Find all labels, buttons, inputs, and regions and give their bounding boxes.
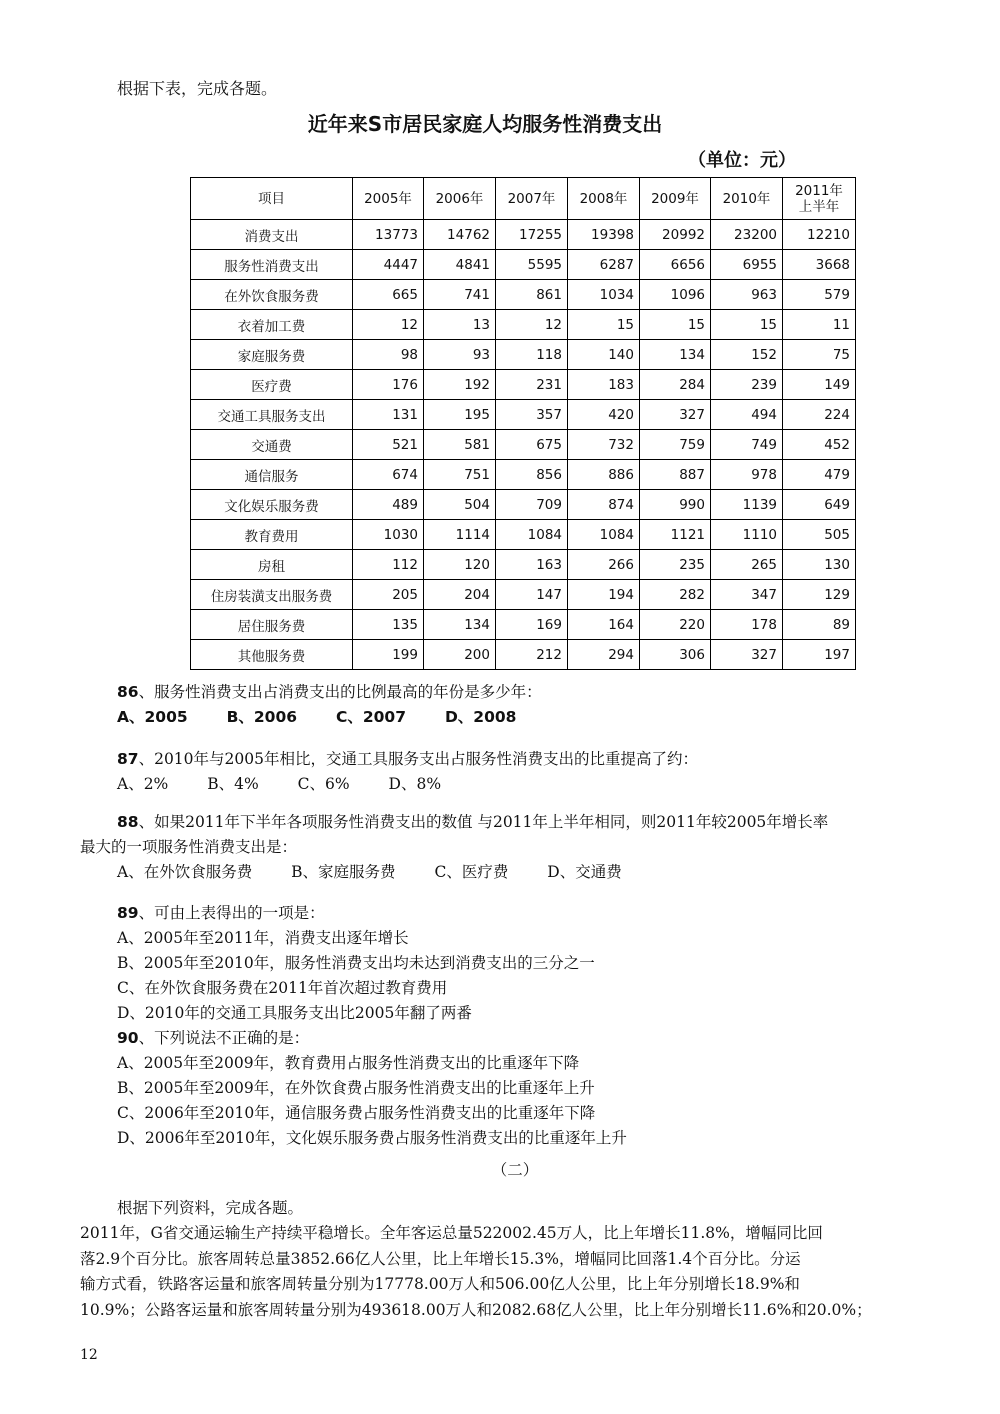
value-cell: 1121 [640, 520, 711, 550]
value-cell: 489 [353, 490, 424, 520]
question-90 [117, 1026, 627, 1151]
row-label-cell: 交通费 [191, 430, 353, 460]
value-cell: 420 [568, 400, 640, 430]
value-cell: 1139 [711, 490, 783, 520]
value-cell: 521 [353, 430, 424, 460]
row-label-cell: 房租 [191, 550, 353, 580]
page-number: 12 [80, 1347, 98, 1363]
value-cell: 6287 [568, 250, 640, 280]
table-row [191, 370, 856, 400]
table-row [191, 490, 856, 520]
value-cell: 220 [640, 610, 711, 640]
value-cell: 15 [568, 310, 640, 340]
value-cell: 164 [568, 610, 640, 640]
value-cell: 15 [711, 310, 783, 340]
question-number: 88 [117, 813, 139, 831]
row-label-cell: 居住服务费 [191, 610, 353, 640]
row-label-cell: 家庭服务费 [191, 340, 353, 370]
table-row [191, 250, 856, 280]
option-b: B、4% [207, 775, 259, 793]
value-cell: 294 [568, 640, 640, 670]
header-2008: 2008年 [568, 178, 640, 220]
value-cell: 1084 [496, 520, 568, 550]
value-cell: 856 [496, 460, 568, 490]
value-cell: 886 [568, 460, 640, 490]
value-cell: 147 [496, 580, 568, 610]
question-text: 、如果2011年下半年各项服务性消费支出的数值 与2011年上半年相同，则2011年较2005年增长率 [138, 813, 829, 831]
value-cell: 1110 [711, 520, 783, 550]
header-2007: 2007年 [496, 178, 568, 220]
table-row [191, 280, 856, 310]
paragraph-line: 输方式看，铁路客运量和旅客周转量分别为17778.00万人和506.00亿人公里，比上年分别增长18.9%和 [80, 1275, 800, 1293]
value-cell: 89 [783, 610, 856, 640]
option-c: C、6% [297, 775, 350, 793]
value-cell: 194 [568, 580, 640, 610]
value-cell: 1084 [568, 520, 640, 550]
option-b: B、2005年至2009年，在外饮食费占服务性消费支出的比重逐年上升 [117, 1079, 595, 1097]
value-cell: 505 [783, 520, 856, 550]
intro-text-2: 根据下列资料，完成各题。 [117, 1199, 304, 1217]
value-cell: 135 [353, 610, 424, 640]
value-cell: 17255 [496, 220, 568, 250]
value-cell: 192 [424, 370, 496, 400]
value-cell: 178 [711, 610, 783, 640]
value-cell: 282 [640, 580, 711, 610]
option-a: A、2005年至2011年，消费支出逐年增长 [117, 929, 409, 947]
row-label-cell: 衣着加工费 [191, 310, 353, 340]
table-row [191, 220, 856, 250]
table-body [191, 220, 856, 670]
value-cell: 205 [353, 580, 424, 610]
table-row [191, 550, 856, 580]
value-cell: 15 [640, 310, 711, 340]
row-label-cell: 住房装潢支出服务费 [191, 580, 353, 610]
question-options [117, 772, 698, 797]
question-options [117, 705, 550, 730]
value-cell: 13 [424, 310, 496, 340]
header-item: 项目 [191, 178, 353, 220]
expenditure-table [190, 177, 856, 670]
value-cell: 452 [783, 430, 856, 460]
value-cell: 163 [496, 550, 568, 580]
table-row [191, 430, 856, 460]
option-c: C、医疗费 [434, 863, 509, 881]
unit-label: （单位：元） [688, 150, 796, 171]
header-2005: 2005年 [353, 178, 424, 220]
value-cell: 23200 [711, 220, 783, 250]
value-cell: 195 [424, 400, 496, 430]
value-cell: 13773 [353, 220, 424, 250]
header-2011-h1 [783, 178, 856, 220]
value-cell: 751 [424, 460, 496, 490]
table-row [191, 460, 856, 490]
question-number: 86 [117, 683, 139, 701]
question-number: 89 [117, 904, 139, 922]
value-cell: 265 [711, 550, 783, 580]
option-b: B、家庭服务费 [291, 863, 396, 881]
table-row [191, 520, 856, 550]
value-cell: 990 [640, 490, 711, 520]
intro-text: 根据下表，完成各题。 [117, 79, 278, 98]
value-cell: 887 [640, 460, 711, 490]
value-cell: 212 [496, 640, 568, 670]
option-d: D、2008 [444, 708, 517, 726]
value-cell: 12210 [783, 220, 856, 250]
header-2006: 2006年 [424, 178, 496, 220]
row-label-cell: 消费支出 [191, 220, 353, 250]
question-text: 、可由上表得出的一项是： [138, 904, 325, 922]
value-cell: 231 [496, 370, 568, 400]
value-cell: 149 [783, 370, 856, 400]
value-cell: 1096 [640, 280, 711, 310]
option-d: D、2006年至2010年，文化娱乐服务费占服务性消费支出的比重逐年上升 [117, 1129, 627, 1147]
value-cell: 224 [783, 400, 856, 430]
table-header-row [191, 178, 856, 220]
table-row [191, 580, 856, 610]
row-label-cell: 医疗费 [191, 370, 353, 400]
value-cell: 3668 [783, 250, 856, 280]
value-cell: 130 [783, 550, 856, 580]
value-cell: 741 [424, 280, 496, 310]
question-text: 、2010年与2005年相比，交通工具服务支出占服务性消费支出的比重提高了约： [138, 750, 698, 768]
table-title: 近年来S市居民家庭人均服务性消费支出 [307, 112, 663, 136]
option-d: D、交通费 [547, 863, 622, 881]
value-cell: 19398 [568, 220, 640, 250]
value-cell: 200 [424, 640, 496, 670]
value-cell: 1030 [353, 520, 424, 550]
row-label-cell: 交通工具服务支出 [191, 400, 353, 430]
value-cell: 239 [711, 370, 783, 400]
data-paragraph [80, 1221, 940, 1323]
row-label-cell: 在外饮食服务费 [191, 280, 353, 310]
value-cell: 759 [640, 430, 711, 460]
value-cell: 665 [353, 280, 424, 310]
question-number: 87 [117, 750, 139, 768]
value-cell: 176 [353, 370, 424, 400]
value-cell: 649 [783, 490, 856, 520]
value-cell: 6656 [640, 250, 711, 280]
value-cell: 14762 [424, 220, 496, 250]
option-d: D、2010年的交通工具服务支出比2005年翻了两番 [117, 1004, 472, 1022]
question-88-options [117, 860, 656, 885]
section-marker: （二） [491, 1161, 539, 1179]
option-c: C、在外饮食服务费在2011年首次超过教育费用 [117, 979, 448, 997]
value-cell: 98 [353, 340, 424, 370]
row-label-cell: 教育费用 [191, 520, 353, 550]
value-cell: 120 [424, 550, 496, 580]
value-cell: 169 [496, 610, 568, 640]
value-cell: 11 [783, 310, 856, 340]
value-cell: 20992 [640, 220, 711, 250]
value-cell: 199 [353, 640, 424, 670]
option-a: A、2005年至2009年，教育费用占服务性消费支出的比重逐年下降 [117, 1054, 580, 1072]
question-text: 、下列说法不正确的是： [138, 1029, 310, 1047]
value-cell: 494 [711, 400, 783, 430]
value-cell: 674 [353, 460, 424, 490]
value-cell: 978 [711, 460, 783, 490]
row-label-cell: 文化娱乐服务费 [191, 490, 353, 520]
value-cell: 134 [424, 610, 496, 640]
value-cell: 129 [783, 580, 856, 610]
header-2010: 2010年 [711, 178, 783, 220]
option-a: A、2005 [117, 708, 188, 726]
table-row [191, 640, 856, 670]
question-86 [117, 680, 550, 730]
value-cell: 579 [783, 280, 856, 310]
value-cell: 4841 [424, 250, 496, 280]
value-cell: 581 [424, 430, 496, 460]
value-cell: 235 [640, 550, 711, 580]
value-cell: 749 [711, 430, 783, 460]
value-cell: 183 [568, 370, 640, 400]
value-cell: 197 [783, 640, 856, 670]
option-a: A、在外饮食服务费 [117, 863, 253, 881]
value-cell: 152 [711, 340, 783, 370]
header-2009: 2009年 [640, 178, 711, 220]
table-row [191, 610, 856, 640]
value-cell: 204 [424, 580, 496, 610]
header-2011-line2: 上半年 [798, 198, 840, 215]
value-cell: 131 [353, 400, 424, 430]
value-cell: 357 [496, 400, 568, 430]
option-d: D、8% [388, 775, 442, 793]
option-a: A、2% [117, 775, 169, 793]
value-cell: 1114 [424, 520, 496, 550]
value-cell: 266 [568, 550, 640, 580]
table-row [191, 400, 856, 430]
value-cell: 963 [711, 280, 783, 310]
value-cell: 327 [640, 400, 711, 430]
value-cell: 874 [568, 490, 640, 520]
paragraph-line: 2011年，G省交通运输生产持续平稳增长。全年客运总量522002.45万人，比上年增长11.8%，增幅同比回 [80, 1224, 823, 1242]
value-cell: 479 [783, 460, 856, 490]
value-cell: 12 [353, 310, 424, 340]
paragraph-line: 10.9%；公路客运量和旅客周转量分别为493618.00万人和2082.68亿人公里，比上年分别增长11.6%和20.0%； [80, 1300, 872, 1319]
value-cell: 1034 [568, 280, 640, 310]
table-row [191, 340, 856, 370]
value-cell: 140 [568, 340, 640, 370]
value-cell: 75 [783, 340, 856, 370]
value-cell: 12 [496, 310, 568, 340]
value-cell: 861 [496, 280, 568, 310]
value-cell: 284 [640, 370, 711, 400]
value-cell: 6955 [711, 250, 783, 280]
value-cell: 327 [711, 640, 783, 670]
option-c: C、2007 [335, 708, 406, 726]
question-number: 90 [117, 1029, 139, 1047]
option-b: B、2006 [226, 708, 298, 726]
value-cell: 5595 [496, 250, 568, 280]
value-cell: 4447 [353, 250, 424, 280]
value-cell: 347 [711, 580, 783, 610]
value-cell: 134 [640, 340, 711, 370]
value-cell: 675 [496, 430, 568, 460]
question-89 [117, 901, 595, 1026]
value-cell: 732 [568, 430, 640, 460]
option-b: B、2005年至2010年，服务性消费支出均未达到消费支出的三分之一 [117, 954, 595, 972]
value-cell: 112 [353, 550, 424, 580]
value-cell: 93 [424, 340, 496, 370]
value-cell: 118 [496, 340, 568, 370]
value-cell: 306 [640, 640, 711, 670]
question-88 [117, 810, 828, 835]
row-label-cell: 服务性消费支出 [191, 250, 353, 280]
value-cell: 709 [496, 490, 568, 520]
question-88-continuation: 最大的一项服务性消费支出是： [80, 838, 298, 856]
row-label-cell: 其他服务费 [191, 640, 353, 670]
question-text: 、服务性消费支出占消费支出的比例最高的年份是多少年： [138, 683, 542, 701]
question-87 [117, 747, 698, 797]
option-c: C、2006年至2010年，通信服务费占服务性消费支出的比重逐年下降 [117, 1104, 596, 1122]
row-label-cell: 通信服务 [191, 460, 353, 490]
value-cell: 504 [424, 490, 496, 520]
table-row [191, 310, 856, 340]
header-2011-line1: 2011年 [795, 182, 843, 199]
paragraph-line: 落2.9个百分比。旅客周转总量3852.66亿人公里，比上年增长15.3%，增幅同比回落1.4个百分比。分运 [80, 1249, 801, 1268]
